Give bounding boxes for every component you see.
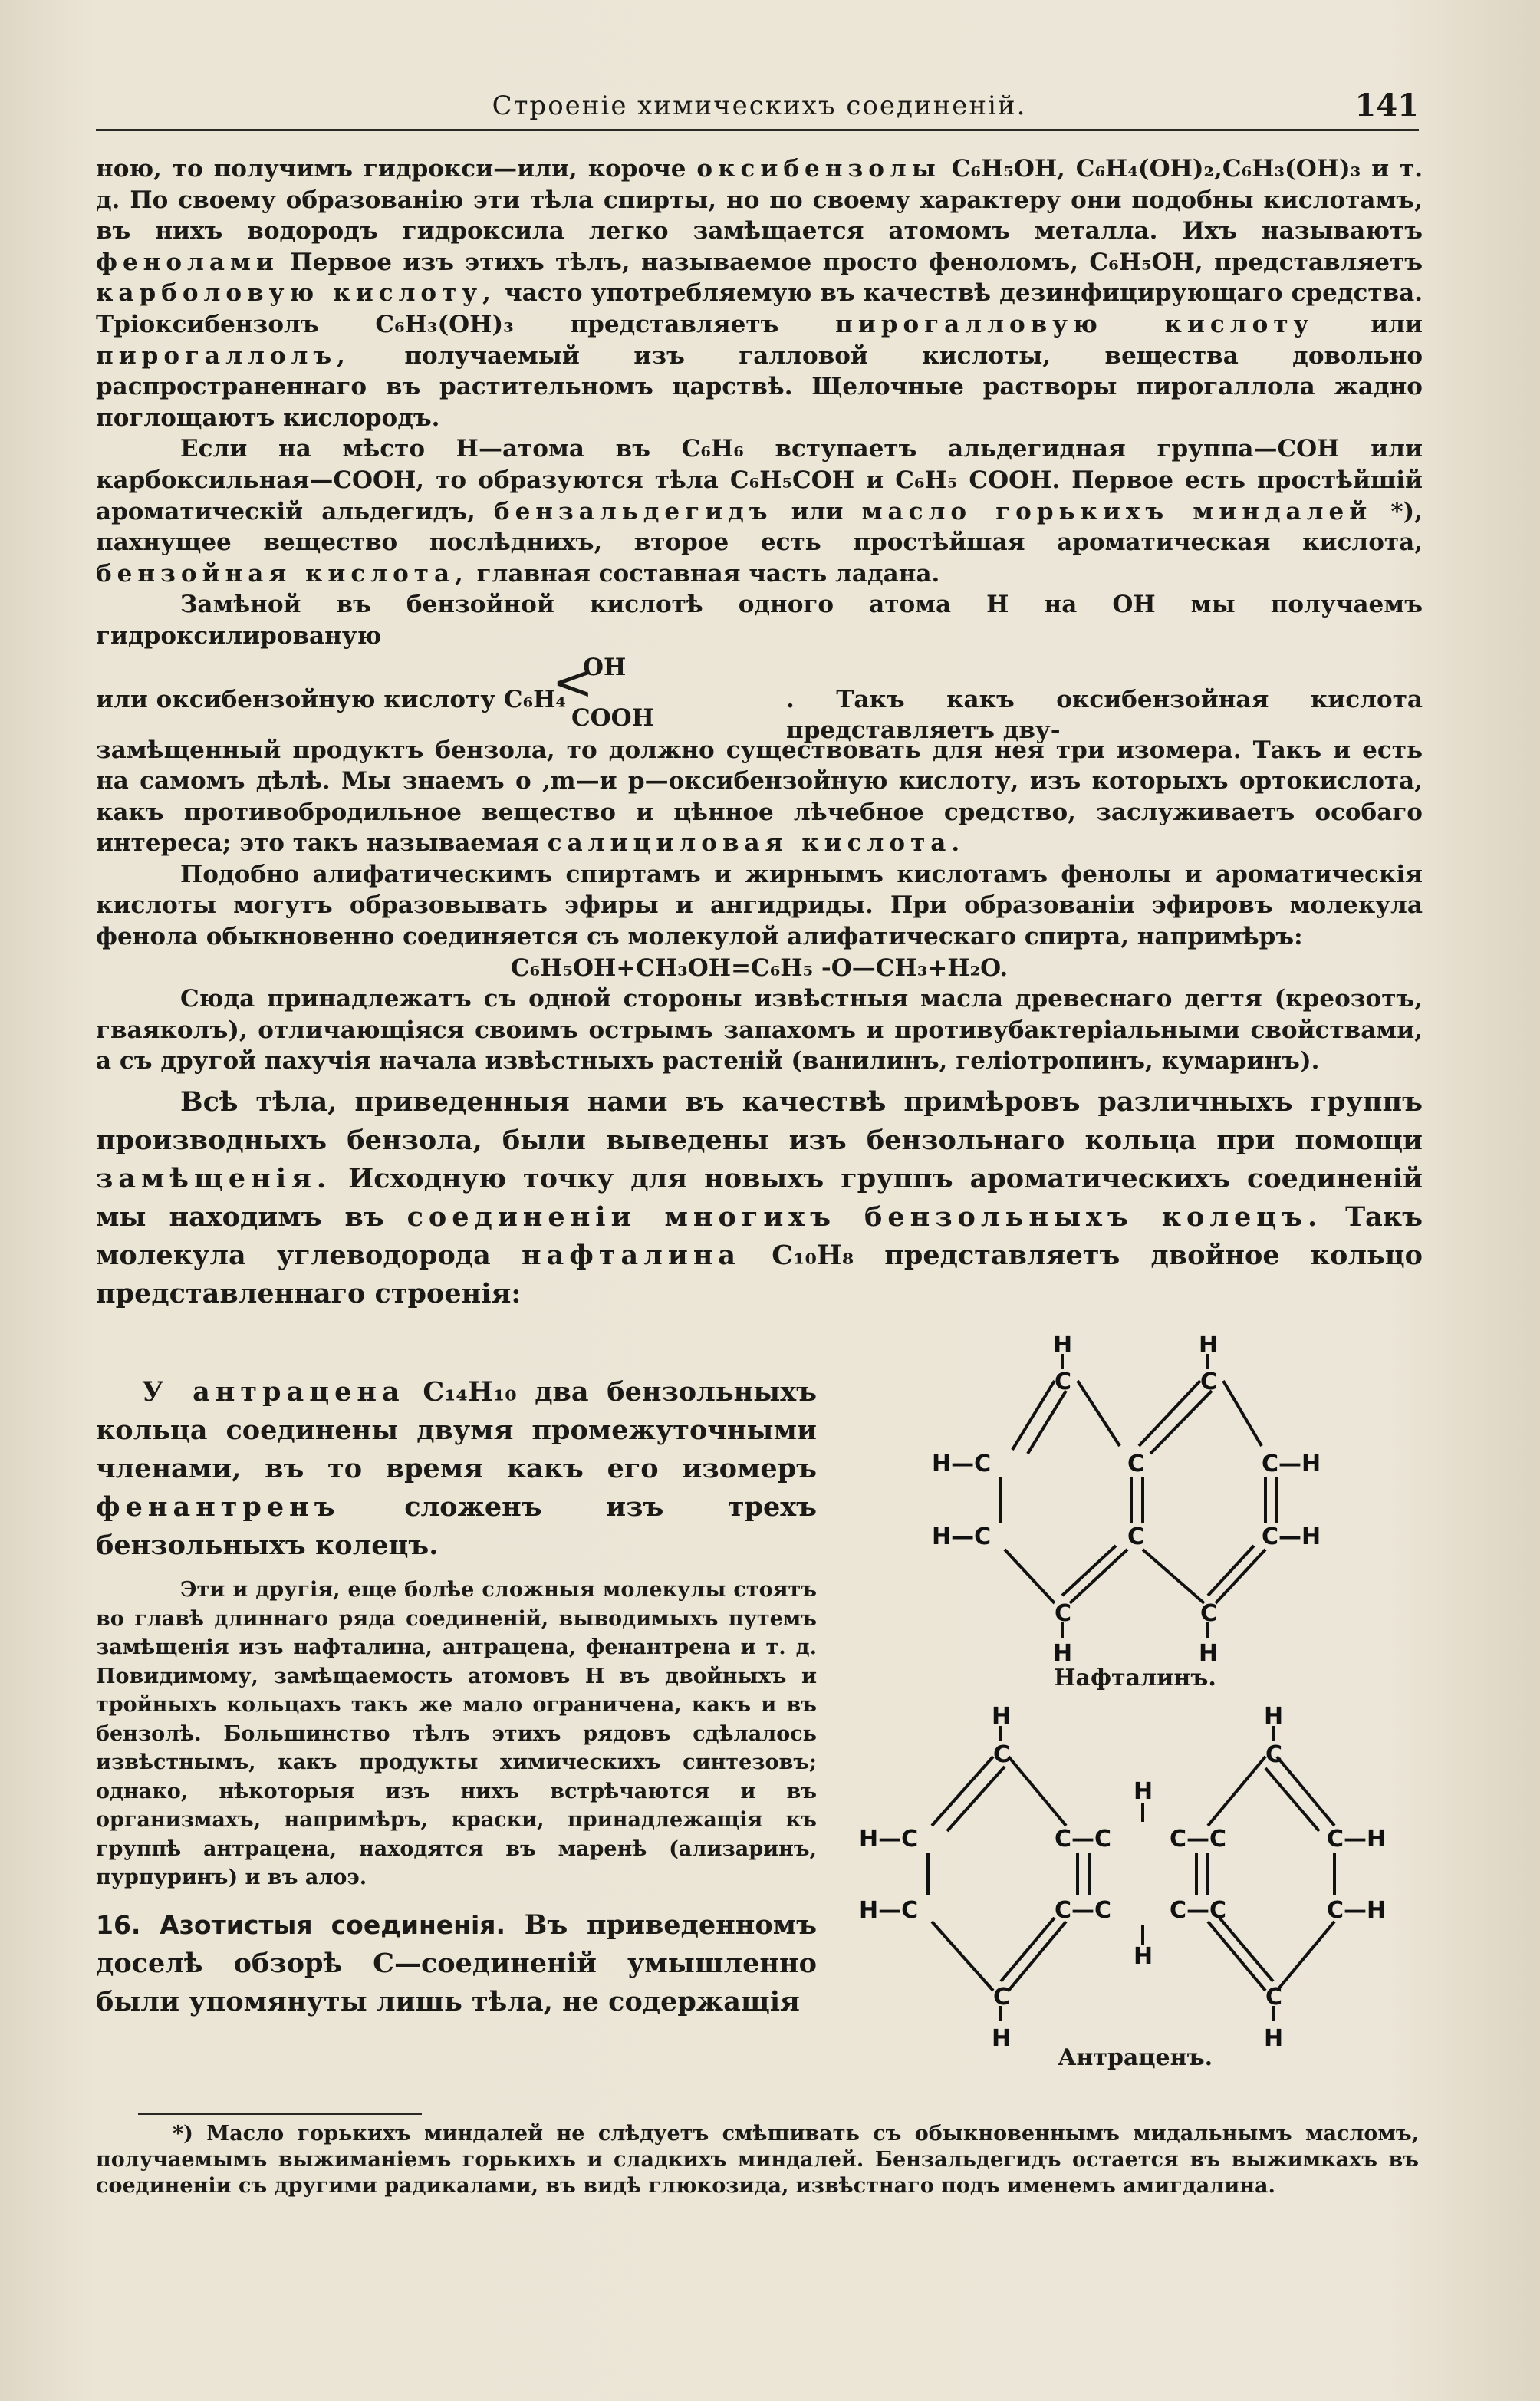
atom-label: H: [1053, 1640, 1073, 1667]
text-run: получаемый изъ галловой кислоты, вещества довольно распространеннаго въ растительномъ царствѣ. Щелочные растворы пирогаллола жадно поглощаютъ кислородъ.: [96, 341, 1423, 432]
spaced-term: замѣщенія.: [96, 1163, 332, 1195]
atom-label: H: [1264, 2025, 1284, 2052]
text-run: или: [1314, 310, 1423, 338]
spaced-term: бензальдегидъ: [493, 497, 773, 525]
text-run: *), пахнущее веществo послѣднихъ, второе есть простѣйшая ароматическая кислота,: [96, 497, 1423, 557]
spaced-term: нафталина: [521, 1240, 742, 1272]
page-number: 141: [1354, 87, 1419, 124]
atom-label: C: [1265, 1741, 1283, 1768]
cooh-group: COOH: [571, 703, 654, 732]
spaced-term: пирогалловую кислоту: [835, 310, 1315, 338]
branch-bracket: <: [552, 654, 594, 711]
spaced-term: пирогаллолъ,: [96, 341, 350, 370]
atom-label: C—C: [1055, 1826, 1112, 1853]
atom-label: C: [1055, 1368, 1072, 1395]
spaced-term: фенантренъ: [96, 1491, 341, 1523]
anthracene-atoms: [859, 1703, 1386, 2052]
left-column: [96, 1373, 817, 2021]
atom-label: C: [993, 1741, 1011, 1768]
atom-label: H: [1199, 1640, 1219, 1667]
oh-group: OH: [583, 653, 627, 681]
atom-label: H—C: [859, 1826, 919, 1853]
atom-label: C—C: [1170, 1897, 1227, 1924]
ester-formula: C₆H₅OH+CH₃OH=C₆H₅ -O—CH₃+H₂O.: [510, 953, 1009, 982]
atom-label: H—C: [932, 1451, 992, 1477]
footnote: *) Масло горькихъ миндалей не слѣдуетъ смѣшивать съ обыкновеннымъ мидальнымъ масломъ, получаемымъ выжиманіемъ горькихъ и сладкихъ миндалей. Бензальдегидъ остается въ выжимкахъ въ соединеніи съ другими радикалами, въ видѣ глюкозида, извѣстнаго подъ именемъ амигдалина.: [96, 2122, 1419, 2198]
spaced-term: масло горькихъ миндалей: [861, 497, 1373, 525]
anthracene-bonds: [928, 1726, 1334, 2021]
atom-label: C: [1055, 1600, 1072, 1627]
text-run: C₆H₅OH, C₆H₄(OH)₂,C₆H₃(OH)₃ и т. д. По своему образованію эти тѣла спирты, но по своему характеру они подобны кислотамъ, въ нихъ водородъ гидроксила легко замѣщается атомомъ металла. Ихъ называютъ: [96, 155, 1423, 245]
paragraph-isomers: [96, 735, 1423, 859]
paragraph-phenols: [96, 153, 1423, 433]
text-run: Если на мѣсто H—атома въ C₆H₆ вступаетъ альдегидная группа—COH или карбоксильная—COOH, то образуются тѣла C₆H₅COH и C₆H₅ COOH. Первое есть простѣйшій ароматическій альдегидъ,: [96, 435, 1423, 525]
text-run: часто употребляемую въ качествѣ дезинфицирующаго средства. Тріоксибензолъ C₆H₃(OH)₃ представляетъ: [96, 279, 1423, 338]
spaced-term: оксибензолы: [696, 155, 941, 183]
text-run: Исходную точку для новыхъ группъ ароматическихъ соединеній мы находимъ въ: [96, 1163, 1423, 1233]
atom-label: C: [1265, 1984, 1283, 2011]
atom-label: C: [1127, 1523, 1145, 1550]
atom-label: H: [992, 1703, 1012, 1730]
text-run: сложенъ изъ трехъ бензольныхъ колецъ.: [96, 1491, 817, 1561]
paragraph-aldehyde: [96, 433, 1423, 589]
atom-label: H—C: [859, 1897, 919, 1924]
section-title: Азотистыя соединенія.: [160, 1909, 506, 1940]
atom-label: C—H: [1262, 1451, 1321, 1477]
text-run: главная составная часть ладана.: [468, 559, 940, 588]
text-run: Въ приведенномъ доселѣ обзорѣ C—соединеній умышленно были упомянуты лишь тѣла, не содержащія: [96, 1909, 818, 2017]
atom-label: H: [1134, 1778, 1153, 1805]
spaced-term: карболовую кислоту,: [96, 279, 496, 308]
main-text: [96, 153, 1423, 1313]
anthracene-diagram: [859, 1699, 1411, 2056]
text-run: C₁₄H₁₀ два бензольныхъ кольца соединены двумя промежуточными членами, въ то время какъ его изомеръ: [96, 1376, 817, 1484]
atom-label: H—C: [932, 1523, 992, 1550]
text-run: замѣщенный продуктъ бензола, то должно существовать для нея три изомера. Такъ и есть на самомъ дѣлѣ. Мы знаемъ o ,m—и p—оксибензойную кислоту, изъ которыхъ ортокислота, какъ противобродильное вещество и цѣнное лѣчебное средство, заслуживаетъ особаго интереса; это такъ называемая: [96, 736, 1423, 858]
spaced-term: У антрацена: [142, 1376, 405, 1408]
paragraph-tar-oils: Сюда принадлежатъ съ одной стороны извѣстныя масла древеснаго дегтя (креозотъ, гваяколъ), отличающіяся своимъ острымъ запахомъ и противубактеріальными свойствами, а съ другой пахучія начала извѣстныхъ растеній (ванилинъ, геліотропинъ, кумаринъ).: [96, 985, 1423, 1075]
atom-label: C: [1200, 1600, 1218, 1627]
oxybenzoic-right-text: . Такъ какъ оксибензойная кислота представляетъ дву-: [786, 685, 1423, 745]
oxybenzoic-structure: [483, 652, 675, 735]
text-run: Первое изъ этихъ тѣлъ, называемое просто феноломъ, C₆H₅OH, представляетъ: [278, 248, 1423, 276]
text-run: или: [772, 497, 862, 525]
atom-label: C—H: [1262, 1523, 1321, 1550]
atom-label: C: [1127, 1451, 1145, 1477]
paragraph-nitrogen: [96, 1906, 817, 2021]
paragraph-rings: [96, 1083, 1423, 1313]
atom-label: C—H: [1327, 1826, 1387, 1853]
text-run: C₁₀H₈ представляетъ двойное кольцо представленнаго строенія:: [96, 1240, 1423, 1310]
text-run: Такъ молекула углеводорода: [96, 1201, 1423, 1272]
running-head: [100, 87, 1419, 129]
paragraph-hydroxy-intro: Замѣной въ бензойной кислотѣ одного атома H на OH мы получаемъ гидроксилированую: [96, 591, 1423, 650]
naphthalene-diagram: [916, 1331, 1346, 1668]
oxybenzoic-formula-line: [96, 652, 1423, 745]
text-run: Всѣ тѣла, приведенныя нами въ качествѣ примѣровъ различныхъ группъ производныхъ бензола, были выведены изъ бензольнаго кольца при помощи: [96, 1086, 1423, 1157]
paragraph-complex-molecules: Эти и другія, еще болѣе сложныя молекулы стоятъ во главѣ длиннаго ряда соединеній, выводимыхъ путемъ замѣщенія изъ нафталина, антрацена, фенантрена и т. д. Повидимому, замѣщаемость атомовъ H въ двойныхъ и тройныхъ кольцахъ такъ же мало ограничена, какъ и въ бензолѣ. Большинство тѣлъ этихъ рядовъ сдѣлалось извѣстнымъ, какъ продукты химическихъ синтезовъ; однако, нѣкоторыя изъ нихъ встрѣчаются и въ организмахъ, напримѣръ, краски, принадлежащія къ группѣ антрацена, находятся въ маренѣ (ализаринъ, пурпуринъ) и въ алоэ.: [96, 1578, 817, 1889]
atom-label: C—C: [1170, 1826, 1227, 1853]
footnote-rule: [138, 2113, 422, 2115]
header-rule: [96, 129, 1419, 131]
naphthalene-atoms: [932, 1332, 1321, 1667]
atom-label: C: [1200, 1368, 1218, 1395]
atom-label: C: [993, 1984, 1011, 2011]
paragraph-anthracene: [96, 1373, 817, 1565]
spaced-term: соединеніи многихъ бензольныхъ колецъ.: [406, 1201, 1323, 1233]
anthracene-caption: Антраценъ.: [1057, 2044, 1213, 2071]
naphthalene-bonds: [1001, 1354, 1277, 1638]
running-title: Строеніе химическихъ соединеній.: [492, 91, 1027, 121]
atom-label: C—C: [1055, 1897, 1112, 1924]
spaced-term: салициловая кислота.: [547, 829, 966, 858]
atom-label: H: [1264, 1703, 1284, 1730]
atom-label: H: [1199, 1332, 1219, 1359]
section-number: 16.: [96, 1909, 141, 1940]
atom-label: C—H: [1327, 1897, 1387, 1924]
atom-label: H: [1053, 1332, 1073, 1359]
atom-label: H: [992, 2025, 1012, 2052]
oxybenzoic-left-text: или оксибензойную кислоту C₆H₄: [96, 685, 566, 713]
text-run: ною, то получимъ гидрокси—или, короче: [96, 155, 697, 183]
atom-label: H: [1134, 1943, 1153, 1970]
spaced-term: бензойная кислота,: [96, 559, 469, 588]
spaced-term: фенолами: [96, 248, 279, 276]
paragraph-esters: Подобно алифатическимъ спиртамъ и жирнымъ кислотамъ фенолы и ароматическія кислоты могутъ образовывать эфиры и ангидриды. При образованіи эфировъ молекула фенола обыкновенно соединяется съ молекулой алифатическаго спирта, напримѣръ:: [96, 860, 1423, 951]
naphthalene-caption: Нафталинъ.: [1054, 1665, 1216, 1691]
